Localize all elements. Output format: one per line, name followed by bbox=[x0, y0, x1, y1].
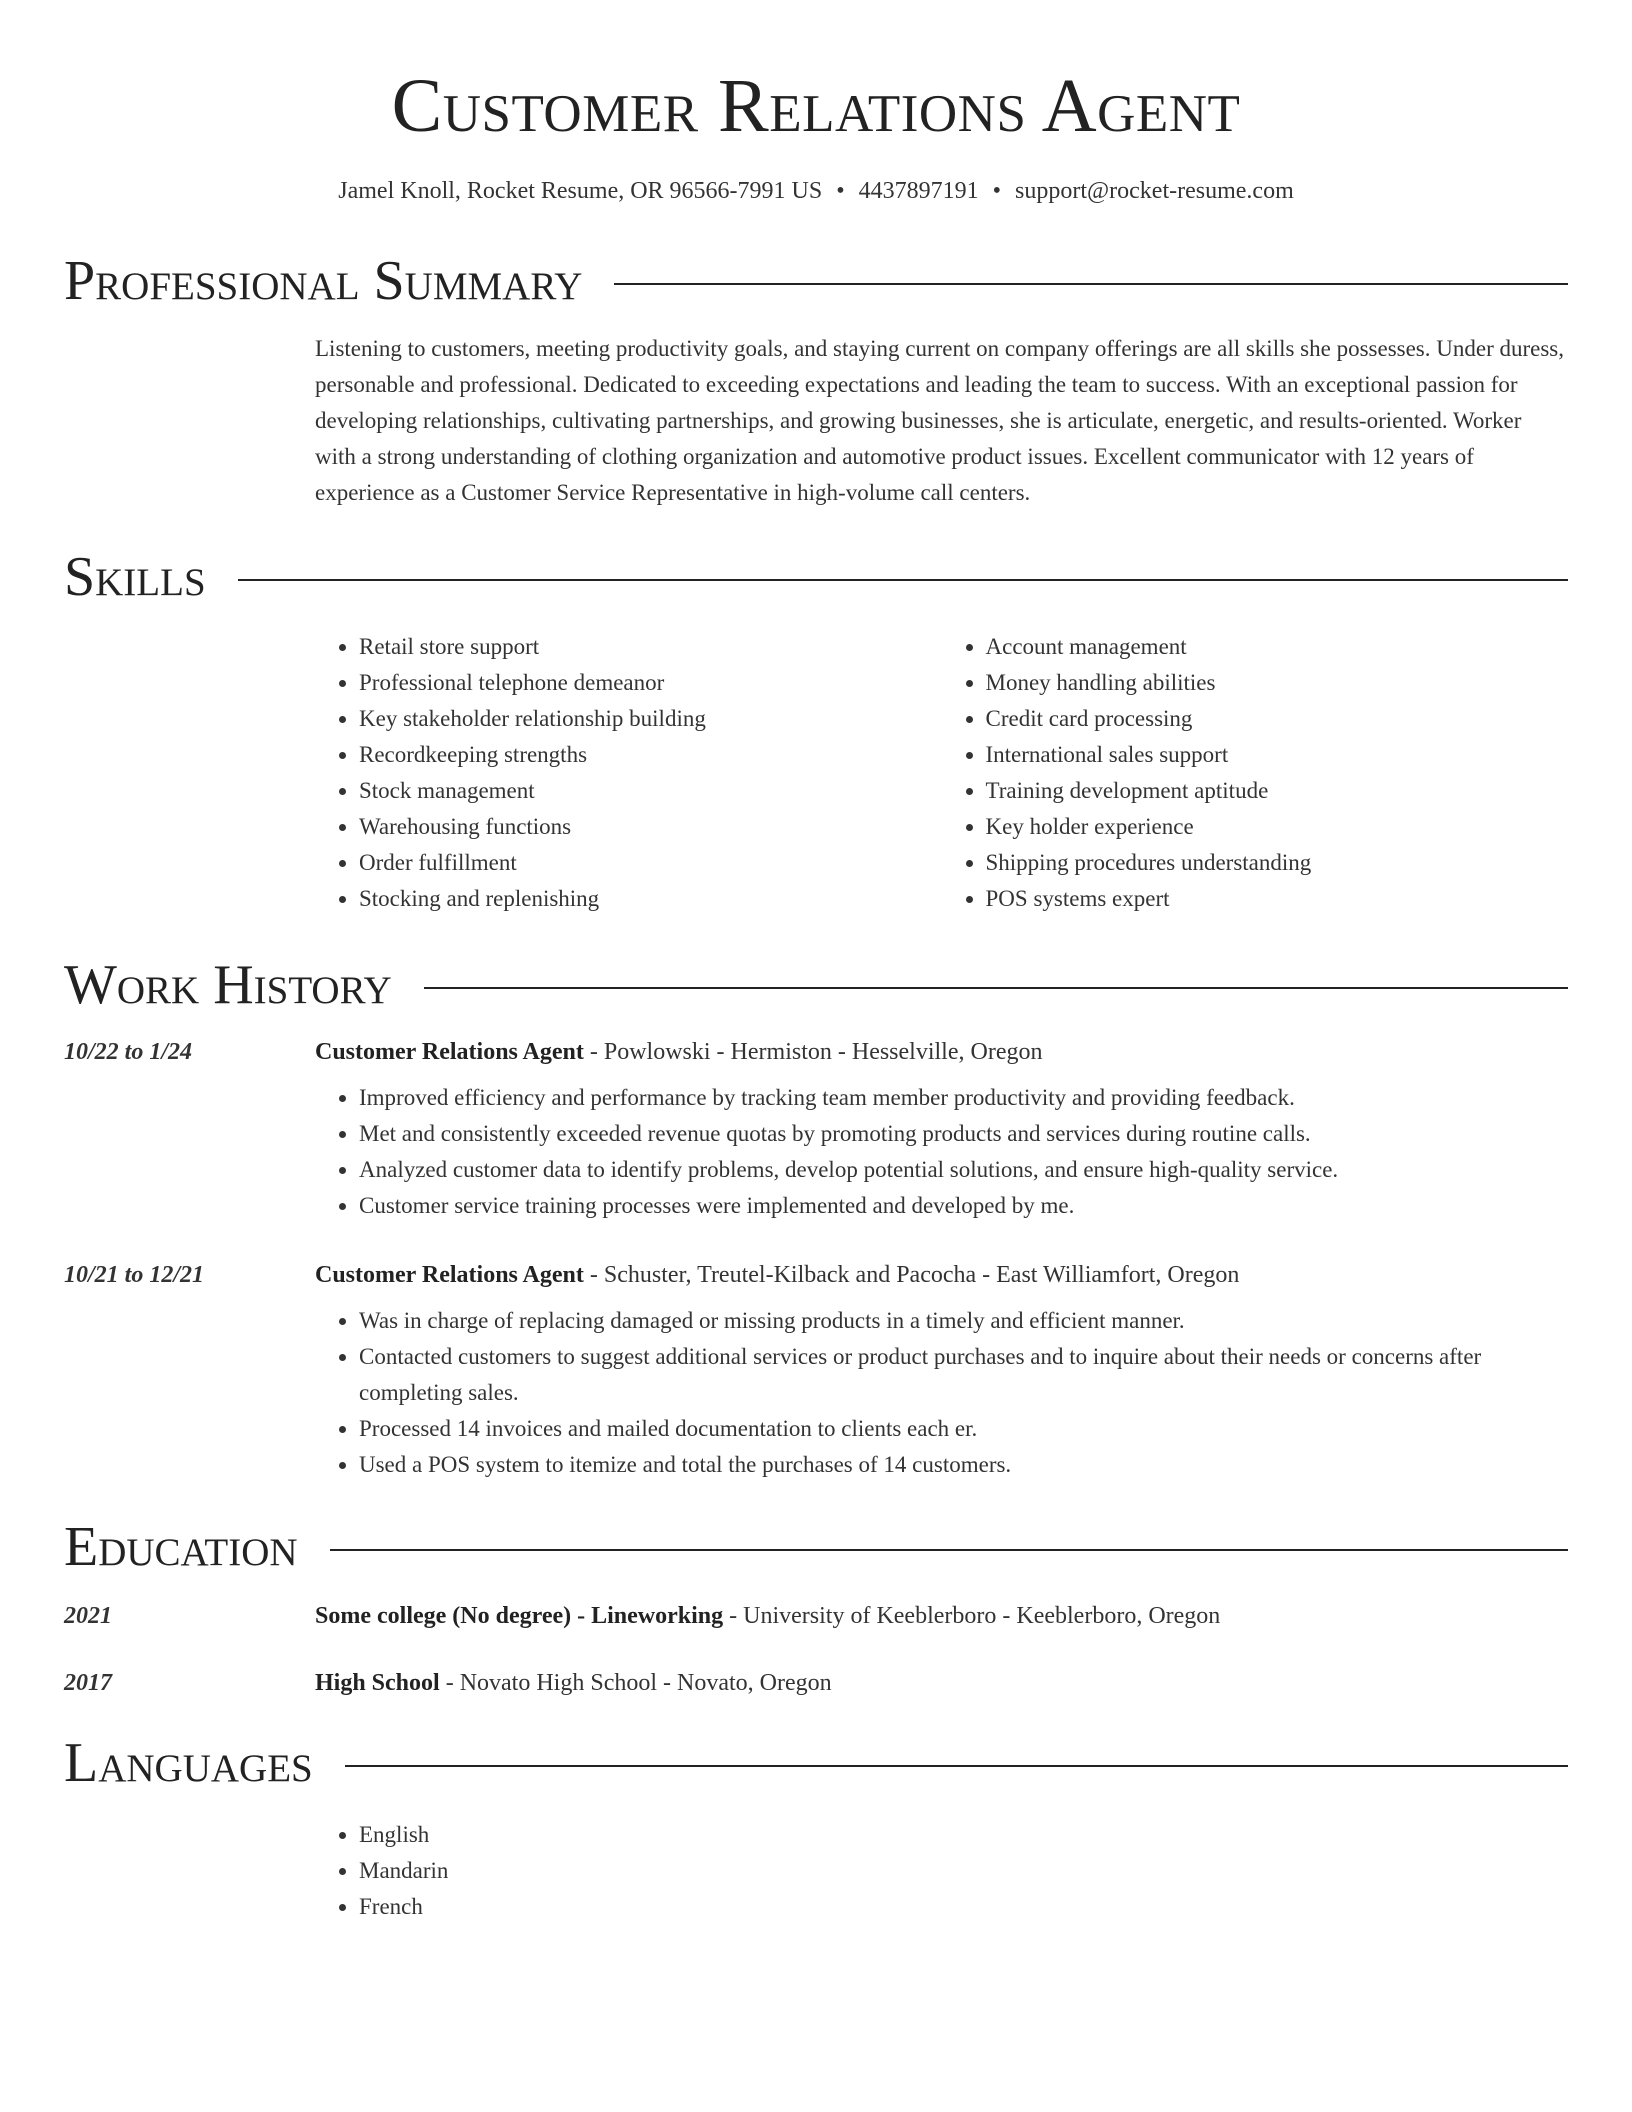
contact-line bbox=[64, 178, 1568, 205]
section-title-work: Work History bbox=[64, 954, 392, 1016]
skill-item: • POS systems expert bbox=[986, 881, 1569, 917]
education-degree: Some college (No degree) - Lineworking bbox=[315, 1603, 724, 1629]
section-title-languages: Languages bbox=[64, 1732, 313, 1794]
contact-address: Jamel Knoll, Rocket Resume, OR 96566-7991 US bbox=[338, 178, 823, 204]
contact-phone: 4437897191 bbox=[858, 178, 979, 204]
job-employer: - Schuster, Treutel-Kilback and Pacocha - East Williamfort, Oregon bbox=[583, 1262, 1240, 1288]
contact-email: support@rocket-resume.com bbox=[1015, 178, 1294, 204]
job-bullet: • Met and consistently exceeded revenue quotas by promoting products and services during routine calls. bbox=[359, 1116, 1568, 1152]
section-divider bbox=[330, 1549, 1568, 1551]
job-entry bbox=[64, 1039, 1568, 1224]
job-bullet: • Analyzed customer data to identify problems, develop potential solutions, and ensure high-quality service. bbox=[359, 1152, 1568, 1188]
job-title-line bbox=[315, 1262, 1239, 1289]
job-bullet: • Improved efficiency and performance by tracking team member productivity and providing feedback. bbox=[359, 1080, 1568, 1116]
section-divider bbox=[238, 579, 1568, 581]
job-header bbox=[64, 1039, 1568, 1066]
job-role: Customer Relations Agent bbox=[315, 1262, 584, 1288]
language-item: • Mandarin bbox=[359, 1853, 1568, 1889]
skill-item: • Recordkeeping strengths bbox=[359, 737, 942, 773]
education-date: 2021 bbox=[64, 1603, 112, 1629]
skill-item: • Key holder experience bbox=[986, 809, 1569, 845]
bullet-separator: • bbox=[836, 178, 845, 204]
job-bullet: • Processed 14 invoices and mailed documentation to clients each er. bbox=[359, 1411, 1568, 1447]
skill-item: • Retail store support bbox=[359, 629, 942, 665]
skill-item: • Money handling abilities bbox=[986, 665, 1569, 701]
skills-column-right bbox=[942, 629, 1569, 917]
work-section-header bbox=[64, 954, 1568, 1016]
education-date: 2017 bbox=[64, 1670, 112, 1696]
skill-item: • Training development aptitude bbox=[986, 773, 1569, 809]
skill-item: • Warehousing functions bbox=[359, 809, 942, 845]
education-entry bbox=[64, 1603, 1568, 1630]
education-degree: High School bbox=[315, 1670, 440, 1696]
skill-item: • Credit card processing bbox=[986, 701, 1569, 737]
bullet-separator: • bbox=[992, 178, 1002, 204]
job-dates: 10/21 to 12/21 bbox=[64, 1262, 205, 1288]
education-section-header bbox=[64, 1516, 1568, 1578]
resume-name-title: Customer Relations Agent bbox=[391, 64, 1241, 148]
education-school: - Novato High School - Novato, Oregon bbox=[439, 1670, 832, 1696]
section-title-skills: Skills bbox=[64, 546, 206, 608]
skill-item: • Stocking and replenishing bbox=[359, 881, 942, 917]
skill-item: • Order fulfillment bbox=[359, 845, 942, 881]
job-responsibilities bbox=[315, 1080, 1568, 1224]
job-entry bbox=[64, 1262, 1568, 1483]
skill-item: • Stock management bbox=[359, 773, 942, 809]
languages-list bbox=[315, 1817, 1568, 1925]
resume-page bbox=[64, 0, 1568, 1925]
job-dates: 10/22 to 1/24 bbox=[64, 1039, 193, 1065]
skill-item: • Shipping procedures understanding bbox=[986, 845, 1569, 881]
job-header bbox=[64, 1262, 1568, 1289]
job-bullet: • Was in charge of replacing damaged or missing products in a timely and efficient manner. bbox=[359, 1303, 1568, 1339]
language-item: • French bbox=[359, 1889, 1568, 1925]
education-line bbox=[315, 1670, 832, 1697]
summary-section-header bbox=[64, 250, 1568, 312]
job-bullet: • Contacted customers to suggest additional services or product purchases and to inquire about their needs or concerns after completing sales. bbox=[359, 1339, 1568, 1411]
job-employer: - Powlowski - Hermiston - Hesselville, Oregon bbox=[583, 1039, 1043, 1065]
job-bullet: • Used a POS system to itemize and total the purchases of 14 customers. bbox=[359, 1447, 1568, 1483]
skills-section-header bbox=[64, 546, 1568, 608]
job-title-line bbox=[315, 1039, 1042, 1066]
job-bullet: • Customer service training processes were implemented and developed by me. bbox=[359, 1188, 1568, 1224]
section-divider bbox=[345, 1765, 1568, 1767]
languages-section-header bbox=[64, 1732, 1568, 1794]
education-school: - University of Keeblerboro - Keeblerboro, Oregon bbox=[723, 1603, 1221, 1629]
skill-item: • Key stakeholder relationship building bbox=[359, 701, 942, 737]
summary-text: Listening to customers, meeting productivity goals, and staying current on company offerings are all skills she possesses. Under duress, personable and professional. Dedicated to exceeding expectations and leading the team to success. With an exceptional passion for developing relationships, cultivating partnerships, and growing businesses, she is articulate, energetic, and results-oriented. Worker with a strong understanding of clothing organization and automotive product issues. Excellent communicator with 12 years of experience as a Customer Service Representative in high-volume call centers. bbox=[315, 336, 1564, 505]
skills-list bbox=[315, 629, 1568, 917]
section-divider bbox=[424, 987, 1568, 989]
skills-column-left bbox=[315, 629, 942, 917]
section-divider bbox=[614, 283, 1568, 285]
job-responsibilities bbox=[315, 1303, 1568, 1483]
skill-item: • International sales support bbox=[986, 737, 1569, 773]
education-line bbox=[315, 1603, 1220, 1630]
skill-item: • Account management bbox=[986, 629, 1569, 665]
section-title-education: Education bbox=[64, 1516, 298, 1578]
skill-item: • Professional telephone demeanor bbox=[359, 665, 942, 701]
education-entry bbox=[64, 1670, 1568, 1697]
job-role: Customer Relations Agent bbox=[315, 1039, 584, 1065]
section-title-summary: Professional Summary bbox=[64, 250, 583, 312]
language-item: • English bbox=[359, 1817, 1568, 1853]
